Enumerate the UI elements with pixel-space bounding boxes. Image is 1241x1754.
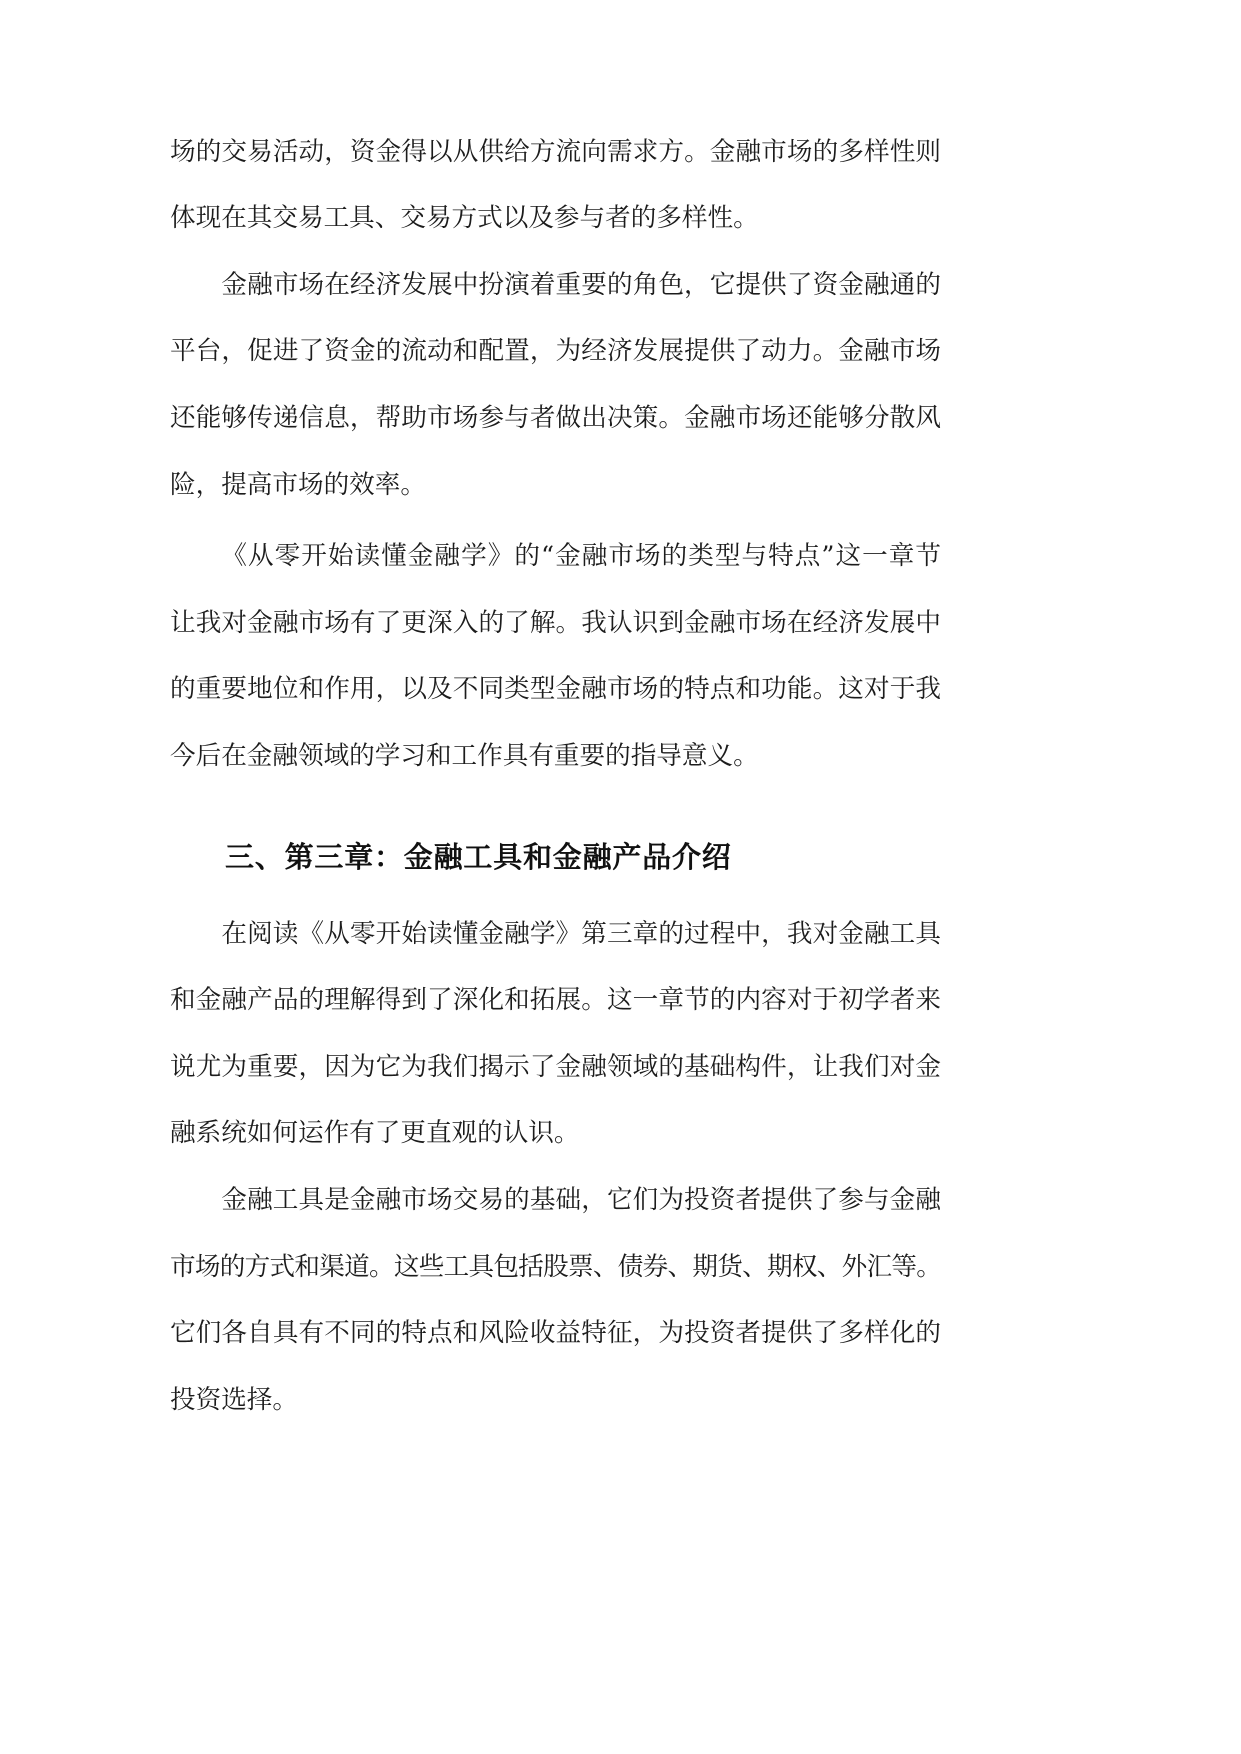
paragraph-line: 场的交易活动，资金得以从供给方流向需求方。金融市场的多样性则 — [170, 136, 941, 167]
paragraph — [170, 252, 941, 518]
section-heading: 三、第三章：金融工具和金融产品介绍 — [225, 839, 732, 874]
paragraph-line: 投资选择。 — [170, 1384, 298, 1415]
document-page — [170, 119, 941, 1434]
paragraph-line: 金融工具是金融市场交易的基础，它们为投资者提供了参与金融 — [221, 1185, 941, 1215]
paragraph-line: 说尤为重要，因为它为我们揭示了金融领域的基础构件，让我们对金 — [170, 1051, 941, 1082]
paragraph — [170, 523, 941, 789]
paragraph-line: 在阅读《从零开始读懂金融学》第三章的过程中，我对金融工具 — [221, 918, 941, 949]
paragraph-line: 今后在金融领域的学习和工作具有重要的指导意义。 — [170, 741, 759, 772]
paragraph-line: 融系统如何运作有了更直观的认识。 — [170, 1118, 580, 1149]
paragraph-line: 平台，促进了资金的流动和配置，为经济发展提供了动力。金融市场 — [170, 336, 941, 367]
paragraph-line: 金融市场在经济发展中扮演着重要的角色，它提供了资金融通的 — [221, 269, 941, 300]
paragraph-line: 险，提高市场的效率。 — [170, 469, 426, 500]
paragraph-line: 它们各自具有不同的特点和风险收益特征，为投资者提供了多样化的 — [170, 1318, 941, 1349]
paragraph-line: 《从零开始读懂金融学》的“金融市场的类型与特点”这一章节 — [221, 541, 941, 572]
paragraph-line: 体现在其交易工具、交易方式以及参与者的多样性。 — [170, 203, 759, 234]
paragraph-line: 市场的方式和渠道。这些工具包括股票、债券、期货、期权、外汇等。 — [170, 1251, 941, 1282]
paragraph — [170, 1167, 941, 1433]
paragraph-line: 还能够传递信息，帮助市场参与者做出决策。金融市场还能够分散风 — [170, 403, 941, 434]
paragraph-line: 让我对金融市场有了更深入的了解。我认识到金融市场在经济发展中 — [170, 607, 941, 638]
paragraph — [170, 119, 941, 252]
paragraph — [170, 901, 941, 1167]
paragraph-line: 和金融产品的理解得到了深化和拓展。这一章节的内容对于初学者来 — [170, 985, 941, 1016]
paragraph-line: 的重要地位和作用，以及不同类型金融市场的特点和功能。这对于我 — [170, 674, 941, 705]
